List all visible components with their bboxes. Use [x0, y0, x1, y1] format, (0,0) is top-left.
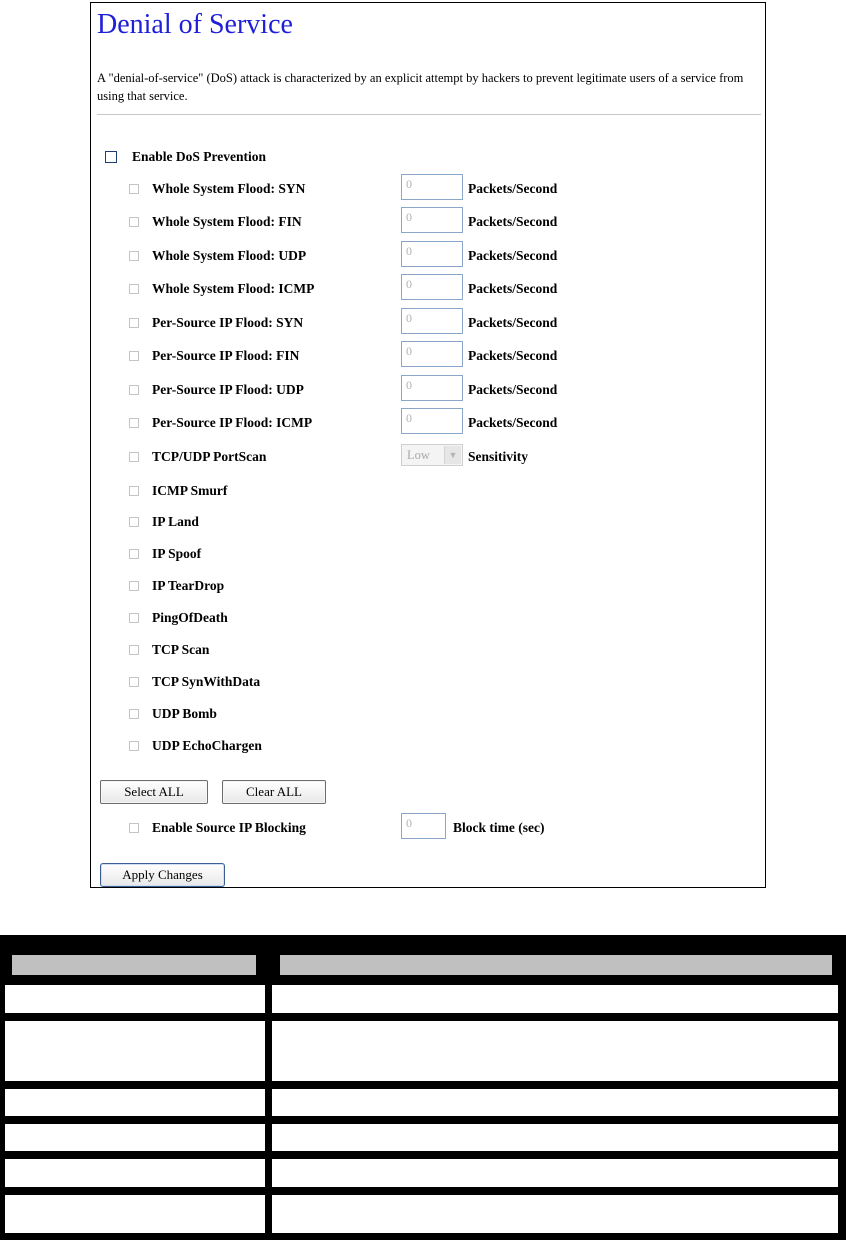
flood-label: Whole System Flood: SYN [152, 181, 306, 196]
flood-row [129, 346, 299, 366]
flood-checkbox[interactable] [129, 418, 139, 428]
attack-label: ICMP Smurf [152, 483, 228, 498]
attack-label: IP TearDrop [152, 578, 225, 593]
flood-checkbox[interactable] [129, 184, 139, 194]
block-time-label: Block time (sec) [453, 820, 545, 835]
table-cell [272, 1195, 838, 1233]
table-cell [5, 1195, 265, 1233]
attack-check-row [129, 608, 228, 628]
flood-rate-input[interactable]: 0 [401, 375, 463, 401]
flood-row [129, 380, 304, 400]
attack-check-row [129, 704, 217, 724]
flood-unit-label: Packets/Second [468, 181, 558, 196]
apply-changes-button[interactable]: Apply Changes [100, 863, 225, 887]
flood-label: Whole System Flood: ICMP [152, 281, 315, 296]
flood-rate-input[interactable]: 0 [401, 174, 463, 200]
flood-rate-input[interactable]: 0 [401, 207, 463, 233]
attack-checkbox[interactable] [129, 486, 139, 496]
attack-check-row [129, 512, 199, 532]
flood-label: Per-Source IP Flood: SYN [152, 315, 304, 330]
attack-checkbox[interactable] [129, 581, 139, 591]
attack-label: TCP Scan [152, 642, 210, 657]
table-cell [272, 985, 838, 1013]
attack-check-row [129, 672, 260, 692]
attack-checkbox[interactable] [129, 645, 139, 655]
attack-checkbox[interactable] [129, 709, 139, 719]
attack-check-row [129, 544, 201, 564]
attack-checkbox[interactable] [129, 549, 139, 559]
select-all-button[interactable]: Select ALL [100, 780, 208, 804]
flood-unit-label: Packets/Second [468, 248, 558, 263]
flood-rate-input[interactable]: 0 [401, 408, 463, 434]
portscan-row [129, 447, 266, 467]
flood-checkbox[interactable] [129, 217, 139, 227]
enable-dos-row [105, 147, 266, 167]
attack-label: IP Land [152, 514, 199, 529]
flood-row [129, 212, 302, 232]
table-cell [272, 1124, 838, 1151]
flood-label: Per-Source IP Flood: FIN [152, 348, 300, 363]
flood-unit-label: Packets/Second [468, 348, 558, 363]
portscan-label: TCP/UDP PortScan [152, 449, 267, 464]
attack-checkbox[interactable] [129, 741, 139, 751]
enable-dos-checkbox[interactable] [105, 151, 117, 163]
portscan-checkbox[interactable] [129, 452, 139, 462]
sensitivity-select[interactable] [401, 444, 463, 466]
attack-check-row [129, 481, 227, 501]
flood-unit-label: Packets/Second [468, 214, 558, 229]
flood-checkbox[interactable] [129, 385, 139, 395]
attack-checkbox[interactable] [129, 517, 139, 527]
chevron-down-icon: ▼ [444, 446, 461, 464]
flood-unit-label: Packets/Second [468, 382, 558, 397]
attack-check-row [129, 640, 209, 660]
flood-row [129, 246, 306, 266]
page-description: A "denial-of-service" (DoS) attack is characterized by an explicit attempt by hackers to prevent legitimate users of a service from using that service. [97, 71, 744, 103]
title-divider [97, 114, 761, 115]
block-time-input[interactable]: 0 [401, 813, 446, 839]
flood-unit-label: Packets/Second [468, 281, 558, 296]
table-cell [5, 1159, 265, 1187]
table-cell [272, 1089, 838, 1116]
flood-rate-input[interactable]: 0 [401, 274, 463, 300]
table-cell [5, 1089, 265, 1116]
flood-checkbox[interactable] [129, 351, 139, 361]
table-cell [272, 1159, 838, 1187]
flood-checkbox[interactable] [129, 251, 139, 261]
flood-row [129, 413, 312, 433]
flood-rate-input[interactable]: 0 [401, 341, 463, 367]
sensitivity-value: Low [407, 447, 430, 462]
attack-check-row [129, 576, 224, 596]
attack-checkbox[interactable] [129, 613, 139, 623]
source-ip-blocking-checkbox[interactable] [129, 823, 139, 833]
attack-label: UDP Bomb [152, 706, 217, 721]
dos-settings-panel [90, 2, 766, 888]
table-header-item [12, 955, 256, 975]
attack-label: UDP EchoChargen [152, 738, 262, 753]
attack-checkbox[interactable] [129, 677, 139, 687]
attack-check-row [129, 736, 262, 756]
flood-label: Per-Source IP Flood: UDP [152, 382, 304, 397]
attack-label: IP Spoof [152, 546, 202, 561]
flood-rate-input[interactable]: 0 [401, 308, 463, 334]
flood-checkbox[interactable] [129, 318, 139, 328]
table-cell [5, 985, 265, 1013]
flood-unit-label: Packets/Second [468, 415, 558, 430]
flood-unit-label: Packets/Second [468, 315, 558, 330]
table-header-description [280, 955, 832, 975]
parameter-table [0, 935, 846, 1240]
clear-all-button[interactable]: Clear ALL [222, 780, 326, 804]
source-ip-blocking-row [129, 818, 306, 838]
sensitivity-label: Sensitivity [468, 449, 529, 464]
enable-dos-label: Enable DoS Prevention [132, 149, 267, 164]
source-ip-blocking-label: Enable Source IP Blocking [152, 820, 306, 835]
flood-row [129, 179, 305, 199]
flood-row [129, 279, 314, 299]
table-cell [5, 1124, 265, 1151]
table-cell [5, 1021, 265, 1081]
flood-row [129, 313, 303, 333]
attack-label: TCP SynWithData [152, 674, 261, 689]
flood-checkbox[interactable] [129, 284, 139, 294]
flood-label: Per-Source IP Flood: ICMP [152, 415, 313, 430]
page-title: Denial of Service [97, 9, 293, 40]
table-cell [272, 1021, 838, 1081]
flood-rate-input[interactable]: 0 [401, 241, 463, 267]
flood-label: Whole System Flood: FIN [152, 214, 302, 229]
flood-label: Whole System Flood: UDP [152, 248, 307, 263]
attack-label: PingOfDeath [152, 610, 228, 625]
